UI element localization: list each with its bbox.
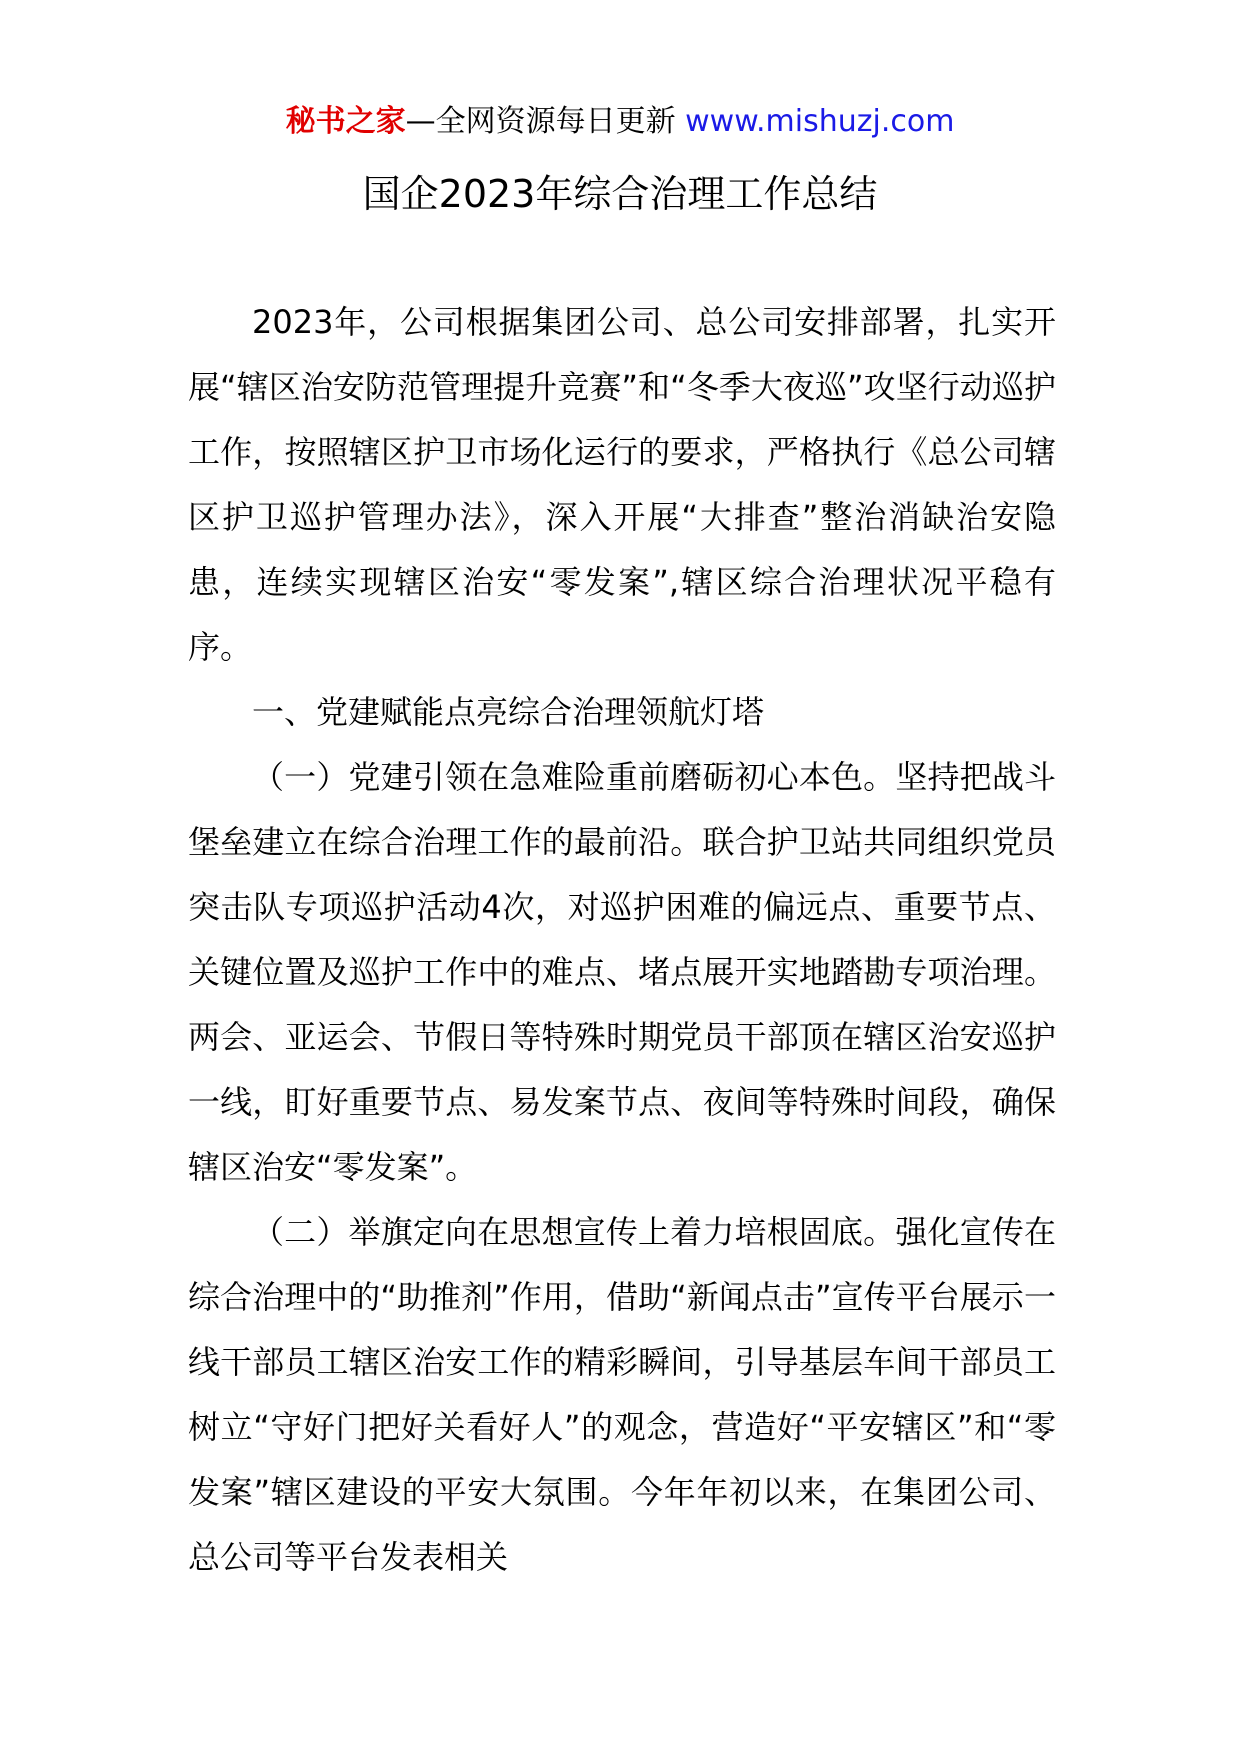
subsection-paragraph-1: （一）党建引领在急难险重前磨砺初心本色。坚持把战斗堡垒建立在综合治理工作的最前沿。联合护卫站共同组织党员突击队专项巡护活动4次，对巡护困难的偏远点、重要节点、关键位置及巡护工作中的难点、堵点展开实地踏勘专项治理。两会、亚运会、节假日等特殊时期党员干部顶在辖区治安巡护一线，盯好重要节点、易发案节点、夜间等特殊时间段，确保辖区治安“零发案”。 — [188, 758, 1056, 1186]
site-url-link[interactable]: www.mishuzj.com — [685, 104, 955, 139]
document-body — [188, 290, 1056, 1590]
intro-paragraph: 2023年，公司根据集团公司、总公司安排部署，扎实开展“辖区治安防范管理提升竞赛”和“冬季大夜巡”攻坚行动巡护工作，按照辖区护卫市场化运行的要求，严格执行《总公司辖区护卫巡护管理办法》，深入开展“大排查”整治消缺治安隐患，连续实现辖区治安“零发案”,辖区综合治理状况平稳有序。 — [188, 303, 1056, 666]
header-tagline: —全网资源每日更新 — [405, 104, 676, 139]
section-heading-1: 一、党建赋能点亮综合治理领航灯塔 — [252, 693, 765, 731]
site-header — [0, 100, 1240, 144]
subsection-paragraph-2: （二）举旗定向在思想宣传上着力培根固底。强化宣传在综合治理中的“助推剂”作用，借助“新闻点击”宣传平台展示一线干部员工辖区治安工作的精彩瞬间，引导基层车间干部员工树立“守好门把好关看好人”的观念，营造好“平安辖区”和“零发案”辖区建设的平安大氛围。今年年初以来，在集团公司、总公司等平台发表相关 — [188, 1213, 1056, 1576]
document-title: 国企2023年综合治理工作总结 — [362, 172, 878, 216]
brand-name: 秘书之家 — [285, 104, 406, 139]
